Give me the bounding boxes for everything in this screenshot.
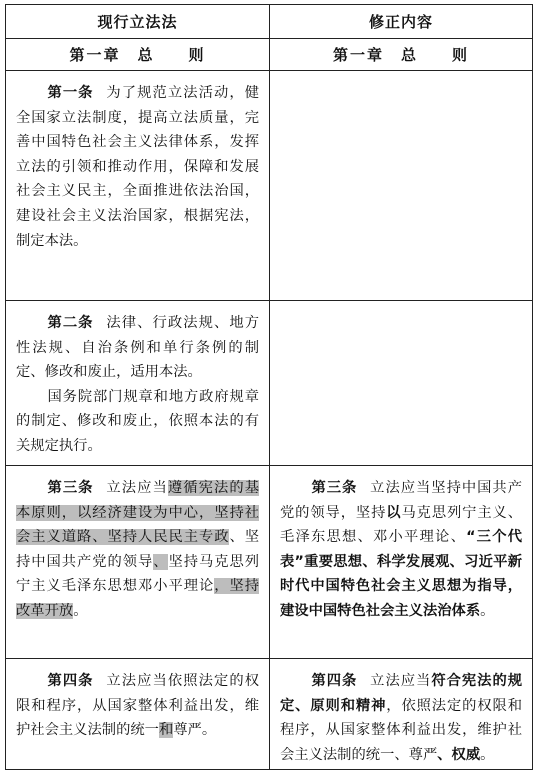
article3-current-text-4: 。: [73, 602, 88, 619]
article1-amendment-empty: [270, 71, 532, 300]
article4-current-paragraph: [16, 669, 259, 743]
article4-current: [6, 659, 270, 769]
article2-amendment-empty: [270, 301, 532, 465]
article4-amendment: [270, 659, 532, 769]
deleted-highlight-4: 和: [158, 722, 174, 739]
article4-amendment-text-3: 。: [480, 746, 495, 763]
article2-text-1: 法律、行政法规、地方性法规、自治条例和单行条例的制定、修改和废止，适用本法。: [16, 315, 260, 381]
added-bold-1: 以: [386, 504, 402, 521]
article4-row: [6, 659, 532, 769]
article3-amendment-label: 第三条: [311, 480, 358, 496]
chapter-title-amendment: [270, 39, 532, 70]
article1-row: [6, 71, 532, 301]
article4-current-text-1: 立法应当依照法定的权限和程序，从国家整体利益出发，维护社会主义法制的统一: [16, 673, 260, 739]
article4-current-text-2: 尊严。: [173, 722, 217, 739]
table-header-row: [6, 5, 532, 39]
article1-current: [6, 71, 270, 300]
article3-current-text-2: 、坚持中国共产党的领导: [16, 529, 260, 570]
article3-amendment: [270, 466, 532, 658]
article3-amendment-text-2: 马克思列宁主义、毛泽东思想、邓小平理论、: [280, 504, 523, 546]
article3-current-label: 第三条: [47, 480, 94, 496]
article4-amendment-label: 第四条: [311, 673, 358, 689]
article3-current-text-3: 坚持马克思列宁主义毛泽东思想邓小平理论: [16, 553, 260, 595]
article1-paragraph: [16, 81, 259, 253]
article2-paragraph-1: [16, 311, 259, 385]
chapter-title-current: [6, 39, 270, 70]
added-bold-4: 、权威: [437, 746, 481, 763]
article2-paragraph-2: [16, 385, 259, 459]
deleted-highlight-3: ，坚持改革开放: [16, 578, 260, 619]
article4-amendment-text-2: ，依照法定的权限和程序，从国家整体利益出发，维护社会主义法制的统一、尊严: [280, 697, 523, 763]
header-current-law: 现行立法法: [6, 5, 270, 38]
chapter-row: [6, 39, 532, 71]
added-bold-2: “三个代表”重要思想、科学发展观、习近平新时代中国特色社会主义思想为指导，建设中国特色社会主义法治体系: [280, 529, 522, 619]
article3-amendment-paragraph: [280, 476, 522, 624]
article3-amendment-text-3: 。: [480, 602, 495, 619]
article4-amendment-paragraph: [280, 669, 522, 767]
article2-row: [6, 301, 532, 466]
article4-current-label: 第四条: [47, 673, 94, 689]
added-bold-3: 符合宪法的规定、原则和精神: [280, 673, 523, 714]
article3-current: [6, 466, 270, 658]
article3-current-paragraph: [16, 476, 259, 624]
article1-text: 为了规范立法活动，健全国家立法制度，提高立法质量，完善中国特色社会主义法律体系，发挥立法的引领和推动作用，保障和发展社会主义民主，全面推进依法治国，建设社会主义法治国家，根据宪法，制定本法。: [16, 85, 260, 249]
comparison-table: [5, 4, 533, 770]
deleted-highlight-1: 遵循宪法的基本原则，以经济建设为中心，坚持社会主义道路、坚持人民民主专政: [16, 480, 260, 546]
article1-label: 第一条: [47, 85, 94, 101]
article2-label: 第二条: [47, 315, 94, 331]
article2-current: [6, 301, 270, 465]
deleted-highlight-2: 、: [153, 553, 169, 570]
article3-current-text-1: 立法应当: [106, 480, 168, 496]
article4-amendment-text-1: 立法应当: [370, 673, 432, 689]
chapter-title-current-text: 第一章 总 则: [69, 46, 206, 64]
article3-row: [6, 466, 532, 659]
header-amendment: 修正内容: [368, 13, 433, 31]
article2-text-2: 国务院部门规章和地方政府规章的制定、修改和废止，依照本法的有关规定执行。: [16, 388, 259, 454]
article3-amendment-text-1: 立法应当坚持中国共产党的领导，坚持: [280, 480, 523, 521]
chapter-title-amendment-text: 第一章 总 则: [332, 46, 469, 64]
